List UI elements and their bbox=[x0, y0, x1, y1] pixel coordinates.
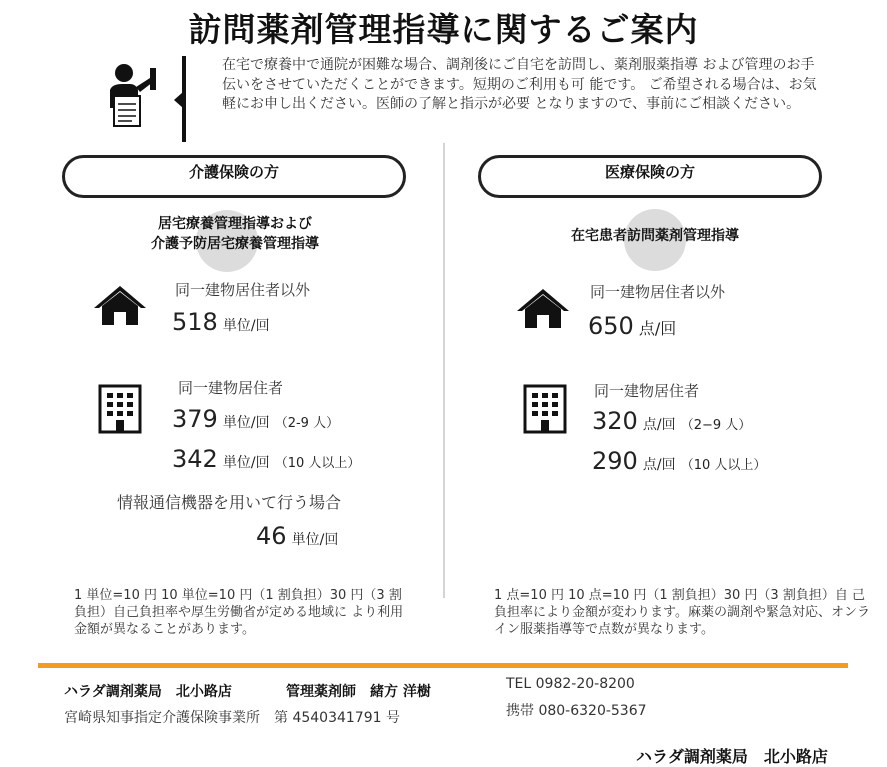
price-note: （2-9 人） bbox=[274, 416, 340, 431]
price-unit: 点/回 bbox=[638, 319, 677, 338]
price-note: （10 人以上） bbox=[274, 456, 361, 471]
footer-manager: 管理薬剤師 緒方 洋樹 bbox=[286, 684, 431, 700]
building-icon bbox=[98, 384, 142, 434]
price-note: （10 人以上） bbox=[680, 458, 767, 473]
price-value: 290 bbox=[592, 447, 638, 475]
price-value: 650 bbox=[588, 312, 634, 340]
house-icon bbox=[92, 284, 148, 326]
price-value: 320 bbox=[592, 407, 638, 435]
house-icon bbox=[515, 287, 571, 329]
left-same-price-row bbox=[172, 405, 339, 433]
left-subtitle-line2: 介護予防居宅療養管理指導 bbox=[151, 236, 319, 252]
intro-pointer bbox=[174, 92, 183, 108]
footer-pharmacy-name: ハラダ調剤薬局 北小路店 bbox=[64, 684, 232, 700]
section-heading-iryo: 医療保険の方 bbox=[478, 155, 822, 198]
price-unit: 点/回 bbox=[642, 417, 676, 433]
right-same-price-row bbox=[592, 447, 766, 475]
price-unit: 点/回 bbox=[642, 457, 676, 473]
price-note: （2−9 人） bbox=[680, 418, 752, 433]
left-online-price bbox=[256, 522, 338, 550]
right-subtitle: 在宅患者訪問薬剤管理指導 bbox=[571, 228, 739, 244]
right-footnote: 1 点=10 円 10 点=10 円（1 割負担）30 円（3 割負担）自 己負担率により金額が変わります。麻薬の調剤や緊急対応、オンライン服薬指導等で点数が異なります。 bbox=[494, 588, 870, 637]
left-same-price-row bbox=[172, 445, 360, 473]
column-divider bbox=[443, 143, 445, 598]
price-value: 379 bbox=[172, 405, 218, 433]
footer-brand: ハラダ調剤薬局 北小路店 bbox=[636, 747, 828, 766]
left-footnote: 1 単位=10 円 10 単位=10 円（1 割負担）30 円（3 割負担）自己負担率や厚生労働省が定める地域に より利用金額が異なることがあります。 bbox=[74, 588, 404, 637]
left-outside-price bbox=[172, 308, 270, 336]
footer-mobile: 携帯 080-6320-5367 bbox=[506, 703, 647, 719]
left-online-label: 情報通信機器を用いて行う場合 bbox=[117, 493, 342, 512]
left-same-label: 同一建物居住者 bbox=[178, 379, 284, 397]
price-value: 518 bbox=[172, 308, 218, 336]
footer-accent-line bbox=[38, 663, 848, 668]
footer-license: 宮崎県知事指定介護保険事業所 第 4540341791 号 bbox=[64, 710, 400, 726]
section-heading-kaigo: 介護保険の方 bbox=[62, 155, 406, 198]
pharmacist-presenting-icon bbox=[100, 60, 162, 130]
left-subtitle-line1: 居宅療養管理指導および bbox=[158, 216, 312, 232]
right-same-label: 同一建物居住者 bbox=[594, 382, 700, 400]
right-outside-price bbox=[588, 312, 676, 340]
price-unit: 単位/回 bbox=[291, 532, 339, 548]
building-icon bbox=[523, 384, 567, 434]
page-title: 訪問薬剤管理指導に関するご案内 bbox=[188, 10, 699, 49]
price-unit: 単位/回 bbox=[222, 455, 270, 471]
right-same-price-row bbox=[592, 407, 751, 435]
footer-tel: TEL 0982-20-8200 bbox=[506, 676, 635, 692]
intro-text: 在宅で療養中で通院が困難な場合、調剤後にご自宅を訪問し、薬剤服薬指導 および管理のお手伝いをさせていただくことができます。短期のご利用も可 能です。 ご希望される場合は、お気軽にお申し出ください。医師の了解と指示が必要 となりますので、事前にご相談ください。 bbox=[222, 57, 817, 112]
price-value: 46 bbox=[256, 522, 287, 550]
price-unit: 単位/回 bbox=[222, 415, 270, 431]
left-subtitle bbox=[100, 214, 370, 254]
price-unit: 単位/回 bbox=[222, 318, 270, 334]
right-outside-label: 同一建物居住者以外 bbox=[590, 283, 726, 301]
price-value: 342 bbox=[172, 445, 218, 473]
left-outside-label: 同一建物居住者以外 bbox=[175, 281, 311, 299]
